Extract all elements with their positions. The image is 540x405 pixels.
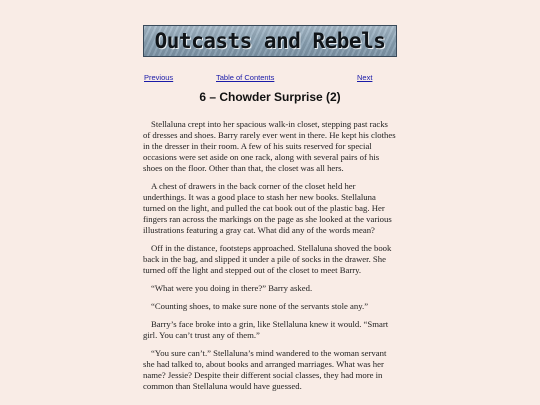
site-banner[interactable] xyxy=(143,25,397,57)
story-text xyxy=(143,119,397,399)
chapter-title: 6 – Chowder Surprise (2) xyxy=(199,90,341,104)
story-paragraph: “You sure can’t.” Stellaluna’s mind wandered to the woman servant she had talked to, about books and arranged marriages. What was her name? Jessie? Despite their different social classes, they had more in common than Stellaluna would have guessed. xyxy=(143,348,387,391)
next-link[interactable]: Next xyxy=(357,73,373,82)
story-paragraph: “What were you doing in there?” Barry asked. xyxy=(151,283,313,293)
story-paragraph: A chest of drawers in the back corner of the closet held her underthings. It was a good place to stash her new books. Stellaluna turned on the light, and pulled the cat book out of the plastic bag. Her fingers ran across the markings on the page as she looked at the various illustrations featuring a gray cat. What did any of the words mean? xyxy=(143,181,392,235)
story-paragraph: “Counting shoes, to make sure none of the servants stole any.” xyxy=(151,301,369,311)
previous-link[interactable]: Previous xyxy=(144,73,174,82)
table-of-contents-link[interactable]: Table of Contents xyxy=(216,73,275,82)
story-paragraph: Stellaluna crept into her spacious walk-in closet, stepping past racks of dresses and shoes. Barry rarely ever went in there. He kept his clothes in the dresser in their room. A few of his suits reserved for special occasions were set aside on one rack, along with several pairs of his shoes on the floor. Other than that, the closet was all hers. xyxy=(143,119,396,173)
site-banner-title: Outcasts and Rebels xyxy=(154,29,386,53)
story-paragraph: Barry’s face broke into a grin, like Stellaluna knew it would. “Smart girl. You can’t trust any of them.” xyxy=(143,319,389,340)
story-paragraph: Off in the distance, footsteps approached. Stellaluna shoved the book back in the bag, and slipped it under a pile of socks in the drawer. She turned off the light and stepped out of the closet to meet Barry. xyxy=(143,243,392,275)
